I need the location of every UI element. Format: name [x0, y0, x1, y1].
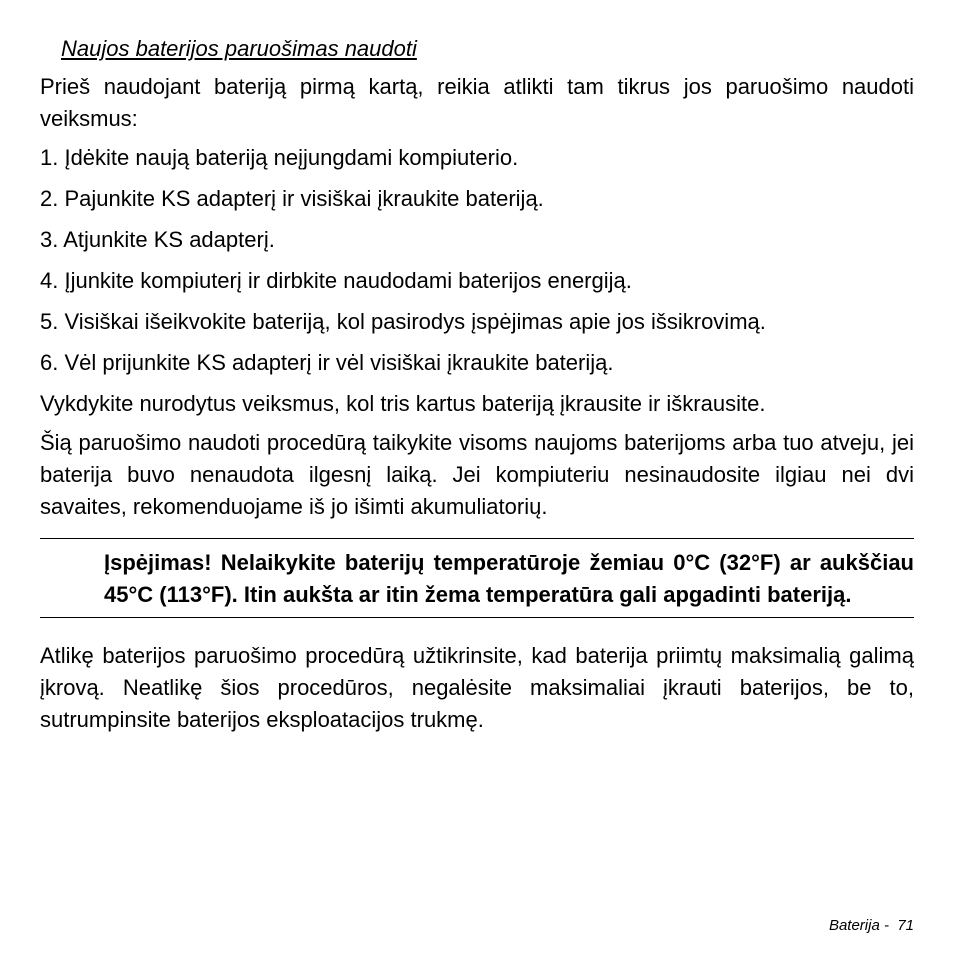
step-item: 5. Visiškai išeikvokite bateriją, kol pasirodys įspėjimas apie jos išsikrovimą.	[40, 309, 766, 334]
page-content	[40, 33, 914, 743]
procedure-paragraph: Šią paruošimo naudoti procedūrą taikykite visoms naujoms baterijoms arba tuo atveju, jei baterija buvo nenaudota ilgesnį laiką. Jei kompiuteriu nesinaudosite ilgiau nei dvi savaites, rekomenduojame iš jo išimti akumuliatorių.	[40, 430, 914, 519]
step-item: 1. Įdėkite naują bateriją neįjungdami kompiuterio.	[40, 145, 519, 170]
step-item: 6. Vėl prijunkite KS adapterį ir vėl visiškai įkraukite bateriją.	[40, 350, 614, 375]
intro-paragraph: Prieš naudojant bateriją pirmą kartą, reikia atlikti tam tikrus jos paruošimo naudoti veiksmus:	[40, 74, 914, 131]
page-number: 71	[897, 917, 914, 934]
step-item: 3. Atjunkite KS adapterį.	[40, 227, 275, 252]
warning-box	[40, 538, 914, 618]
repeat-paragraph: Vykdykite nurodytus veiksmus, kol tris kartus bateriją įkrausite ir iškrausite.	[40, 391, 766, 416]
footer-section-label: Baterija -	[828, 917, 898, 934]
page-footer	[829, 917, 914, 934]
step-item: 4. Įjunkite kompiuterį ir dirbkite naudodami baterijos energiją.	[40, 268, 632, 293]
section-heading: Naujos baterijos paruošimas naudoti	[61, 36, 417, 61]
conclusion-paragraph: Atlikę baterijos paruošimo procedūrą užtikrinsite, kad baterija priimtų maksimalią galimą įkrovą. Neatlikę šios procedūros, negalėsite maksimaliai įkrauti baterijos, be to, sutrumpinsite baterijos eksploatacijos trukmę.	[40, 643, 914, 732]
warning-text: Įspėjimas! Nelaikykite baterijų temperatūroje žemiau 0°C (32°F) ar aukščiau 45°C (113°F). Itin aukšta ar itin žema temperatūra gali apgadinti bateriją.	[104, 550, 914, 607]
step-item: 2. Pajunkite KS adapterį ir visiškai įkraukite bateriją.	[40, 186, 544, 211]
steps-list	[40, 142, 914, 379]
